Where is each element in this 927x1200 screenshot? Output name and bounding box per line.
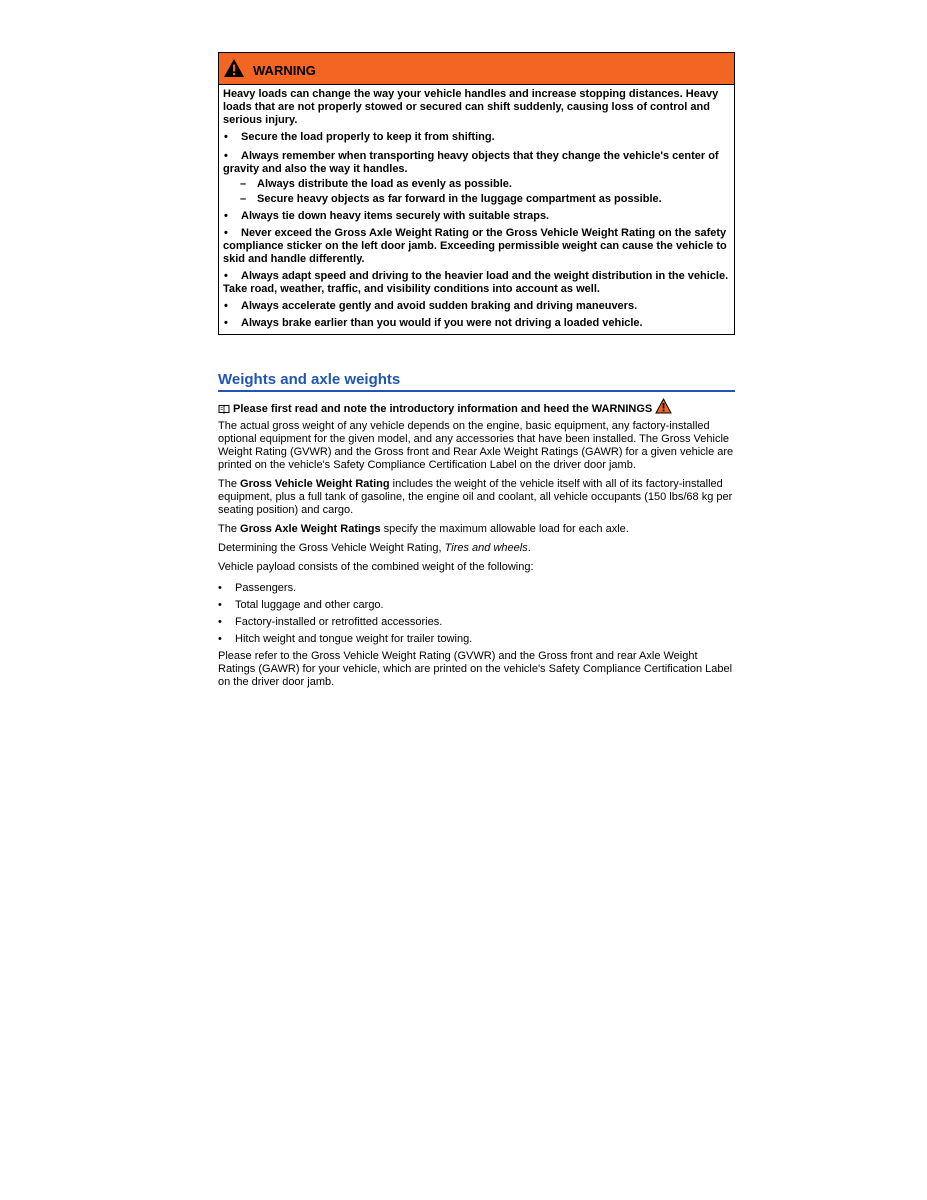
paragraph: Vehicle payload consists of the combined weight of the following: [218, 561, 534, 573]
warning-item: • Always remember when transporting heavy objects that they change the vehicle's center of gravity and also the way it handles. [223, 150, 719, 175]
warning-subitem: – Secure heavy objects as far forward in the luggage compartment as possible. [240, 193, 662, 205]
paragraph: The Gross Axle Weight Ratings specify the maximum allowable load for each axle. [218, 523, 629, 535]
list-item: • Factory-installed or retrofitted accessories. [218, 616, 443, 628]
term: Gross Vehicle Weight Rating [240, 478, 390, 490]
warning-triangle-icon [223, 58, 245, 78]
warning-title: WARNING [253, 63, 316, 78]
section-title: Weights and axle weights [218, 371, 735, 392]
list-item: • Total luggage and other cargo. [218, 599, 384, 611]
warning-item: • Always brake earlier than you would if you were not driving a loaded vehicle. [224, 317, 643, 329]
warning-item: • Always adapt speed and driving to the heavier load and the weight distribution in the vehicle. Take road, weather, traffic, and visibility conditions into account as well. [223, 270, 729, 295]
intro-note-text: Please first read and note the introductory information and heed the WARNINGS [233, 403, 653, 415]
paragraph: Determining the Gross Vehicle Weight Rating, Tires and wheels. [218, 542, 531, 554]
payload-list [218, 582, 735, 646]
list-item: • Hitch weight and tongue weight for trailer towing. [218, 633, 473, 645]
list-item: • Passengers. [218, 582, 297, 594]
warning-box [218, 52, 735, 335]
cross-reference-link[interactable]: Tires and wheels [444, 542, 528, 554]
warning-intro: Heavy loads can change the way your vehicle handles and increase stopping distances. Heavy loads that are not properly stowed or secured can shift suddenly, causing loss of control and serious injury. [223, 88, 719, 126]
term: Gross Axle Weight Ratings [240, 523, 381, 535]
warning-item: • Always tie down heavy items securely with suitable straps. [224, 210, 550, 222]
warning-item: • Secure the load properly to keep it from shifting. [224, 131, 495, 143]
paragraph: The Gross Vehicle Weight Rating includes the weight of the vehicle itself with all of its factory-installed equipment, plus a full tank of gasoline, the engine oil and coolant, all vehicle occupants (150 lbs/68 kg per seating position) and cargo. [218, 478, 733, 516]
warning-subitem: – Always distribute the load as evenly as possible. [240, 178, 512, 190]
warning-item: • Always accelerate gently and avoid sudden braking and driving maneuvers. [224, 300, 638, 312]
intro-note [218, 403, 735, 415]
warning-header [219, 53, 734, 85]
warning-triangle-icon[interactable] [655, 398, 672, 414]
warning-item: • Never exceed the Gross Axle Weight Rating or the Gross Vehicle Weight Rating on the safety compliance sticker on the left door jamb. Exceeding permissible weight can cause the vehicle to skid and handle differently. [223, 227, 727, 265]
manual-page [218, 52, 735, 689]
warning-body [219, 85, 734, 334]
paragraph: Please refer to the Gross Vehicle Weight Rating (GVWR) and the Gross front and rear Axle Weight Ratings (GAWR) for your vehicle, which are printed on the vehicle's Safety Compliance Certification Label on the driver door jamb. [218, 650, 733, 688]
paragraph: The actual gross weight of any vehicle depends on the engine, basic equipment, any factory-installed optional equipment for the given model, and any accessories that have been installed. The Gross Vehicle Weight Rating (GVWR) and the Gross front and Rear Axle Weight Ratings (GAWR) for a given vehicle are printed on the vehicle's Safety Compliance Certification Label on the driver door jamb. [218, 420, 734, 471]
book-icon [218, 404, 230, 414]
